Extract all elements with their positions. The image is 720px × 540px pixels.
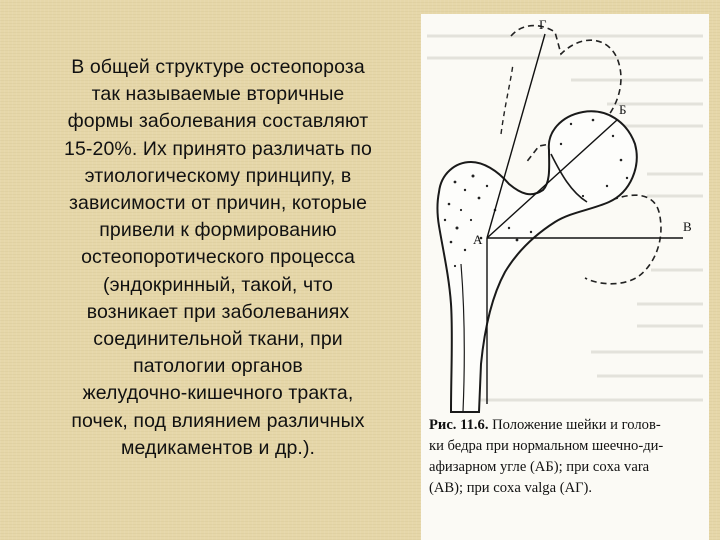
figure-number: Рис. 11.6.: [429, 417, 489, 433]
label-a: А: [473, 232, 483, 247]
varus-dashed-outline: [585, 195, 661, 284]
figure-caption: [429, 415, 705, 499]
caption-line: афизарном угле (АБ); при coxa vara: [429, 459, 650, 475]
text-line: патологии органов: [133, 355, 303, 378]
text-line: желудочно-кишечного тракта,: [82, 382, 354, 405]
text-line: (эндокринный, такой, что: [103, 273, 333, 296]
label-b: Б: [619, 102, 627, 117]
caption-line: [429, 415, 705, 436]
caption-line: (АВ); при coxa valga (АГ).: [429, 480, 593, 496]
text-line: остеопоротического процесса: [81, 246, 355, 269]
text-line: так называемые вторичные: [91, 83, 345, 106]
text-line: формы заболевания составляют: [67, 110, 369, 133]
text-line: возникает при заболеваниях: [86, 300, 350, 323]
text-line: привели к формированию: [99, 219, 337, 242]
caption-line: ки бедра при нормальном шеечно-ди-: [429, 438, 664, 454]
text-line: зависимости от причин, которые: [68, 192, 368, 215]
text-line: В общей структуре остеопороза: [71, 56, 365, 78]
text-line: медикаментов и др.).: [120, 436, 316, 459]
neck-dashed-outline: [501, 64, 513, 134]
text-line: этиологическому принципу, в: [84, 164, 352, 187]
text-line: соединительной ткани, при: [93, 328, 343, 351]
slide-body-text: [26, 54, 410, 462]
text-line: почек, под влиянием различных: [71, 409, 365, 432]
femur-figure: [421, 14, 709, 540]
femur-shaft: [438, 111, 637, 412]
text-line: 15-20%. Их принято различать по: [64, 137, 372, 160]
label-g: Г: [539, 17, 547, 32]
caption-text: Положение шейки и голов-: [488, 417, 661, 433]
label-v: В: [683, 219, 692, 234]
